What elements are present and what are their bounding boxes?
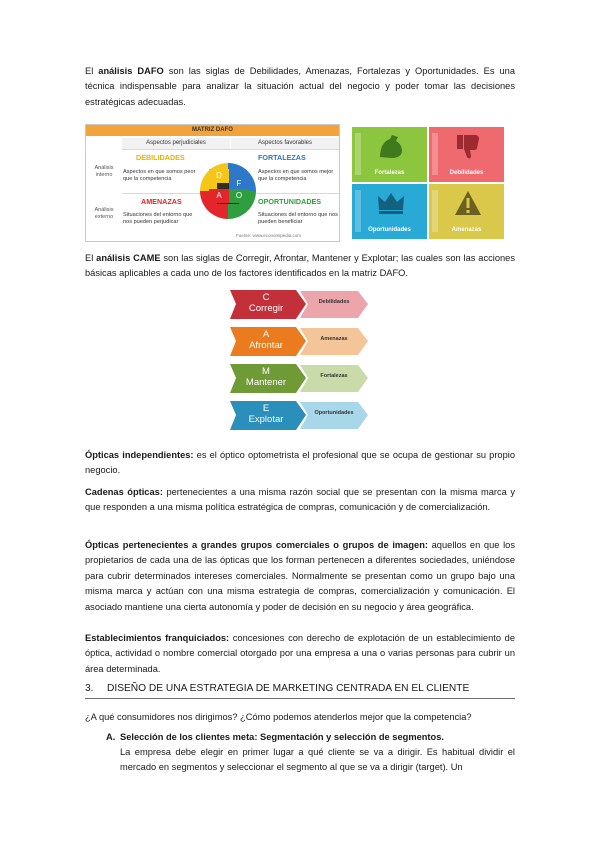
tile-label: Fortalezas [374, 170, 405, 176]
intro-dafo-paragraph [85, 64, 515, 110]
matrix-source: Fuente: www.economipedia.com [236, 233, 302, 238]
definition-text: es el óptico optometrista el profesional que se ocupa de gestionar su propio negocio. [85, 450, 515, 476]
came-target: Oportunidades [314, 410, 354, 416]
came-letter: C [262, 292, 270, 303]
definition-paragraph [85, 538, 515, 615]
definition-paragraph [85, 485, 515, 516]
definition-text: concesiones con derecho de explotación de un establecimiento de óptica, actividad o nombre comercial otorgado por una empresa a una o varias personas para cubrir un área determinada. [85, 633, 515, 674]
col-header-left: Aspectos perjudiciales [122, 138, 230, 149]
muscle-arm-icon [376, 133, 406, 161]
tile-side-bar [432, 133, 438, 175]
tile-amenazas [429, 184, 504, 239]
definition-term: Establecimientos franquiciados: [85, 633, 230, 643]
text-run: El [85, 253, 97, 263]
definition-term: Ópticas independientes: [85, 450, 194, 460]
list-item-title: Selección de los clientes meta: Segmentación y selección de segmentos. [120, 732, 444, 742]
row-label-internal: Análisis interno [94, 165, 114, 178]
came-letter: A [262, 329, 270, 340]
crown-icon [376, 190, 406, 216]
matrix-title: MATRIZ DAFO [86, 125, 339, 136]
tile-side-bar [355, 133, 361, 175]
tile-side-bar [432, 190, 438, 232]
definition-term: Ópticas pertenecientes a grandes grupos comerciales o grupos de imagen: [85, 540, 428, 550]
row-label-external: Análisis externo [94, 207, 114, 220]
came-term: análisis CAME [96, 253, 161, 263]
fortalezas-desc: Aspectos en que somos mejor que la competencia [258, 169, 334, 182]
came-row-explotar [230, 401, 370, 430]
definition-text: pertenecientes a una misma razón social que se presentan con la misma marca y que responden a una misma política estratégica de compras, comunicación y de comercialización. [85, 487, 515, 513]
col-header-right: Aspectos favorables [231, 138, 339, 149]
warning-icon [453, 189, 483, 217]
came-target: Debilidades [318, 299, 350, 305]
section-title: DISEÑO DE UNA ESTRATEGIA DE MARKETING CENTRADA EN EL CLIENTE [107, 683, 470, 694]
letter-d: D [209, 169, 229, 183]
amenazas-desc: Situaciones del entorno que nos pueden perjudicar [123, 212, 193, 225]
came-word: Afrontar [249, 340, 283, 351]
definition-text: aquellos en que los propietarios de cada una de las ópticas que los forman pertenecen a diferentes sociedades, uniéndose para cubrir determinados intereses comerciales. Normalmente se presentan como un grupo bajo una misma marca y actúan con una misma estrategia de compras, comercialización y comunicación. El asociado mantiene una cierta autonomía y poder de decisión en su negocio y área geográfica. [85, 540, 515, 612]
dafo-term: análisis DAFO [98, 66, 164, 76]
fortalezas-label: FORTALEZAS [258, 153, 306, 162]
letter-o: O [229, 189, 249, 203]
definition-paragraph [85, 631, 515, 677]
came-target: Fortalezas [320, 373, 348, 379]
oportunidades-desc: Situaciones del entorno que nos pueden beneficiar [258, 212, 338, 225]
tile-side-bar [355, 190, 361, 232]
section-question: ¿A qué consumidores nos dirigimos? ¿Cómo podemos atenderlos mejor que la competencia? [85, 712, 472, 722]
tile-fortalezas [352, 127, 427, 182]
tile-debilidades [429, 127, 504, 182]
came-target: Amenazas [320, 336, 348, 342]
list-marker: A. [106, 732, 116, 742]
tile-label: Oportunidades [368, 227, 411, 233]
letter-a: A [209, 189, 229, 203]
came-row-afrontar [230, 327, 370, 356]
definition-term: Cadenas ópticas: [85, 487, 163, 497]
came-row-mantener [230, 364, 370, 393]
came-word: Mantener [245, 377, 287, 388]
amenazas-label: AMENAZAS [141, 197, 182, 206]
tile-label: Debilidades [449, 170, 484, 176]
debilidades-desc: Aspectos en que somos peor que la competencia [123, 169, 196, 182]
came-row-corregir [230, 290, 370, 319]
text-run: El [85, 66, 99, 76]
tile-label: Amenazas [451, 227, 482, 233]
thumbs-down-icon [455, 133, 481, 161]
section-number: 3. [85, 683, 94, 694]
list-item-text: La empresa debe elegir en primer lugar a qué cliente se va a dirigir. Es habitual dividir el mercado en segmentos y seleccionar el segmento al que se va a dirigir (target). Un [120, 747, 515, 773]
text-run: son las siglas de Debilidades, Amenazas, Fortalezas y Oportunidades. Es una técnica indispensable para analizar la situación actual del negocio y poder tomar las decisiones estratégicas adecuadas. [85, 66, 515, 107]
debilidades-label: DEBILIDADES [136, 153, 185, 162]
came-letter: M [262, 366, 270, 377]
came-word: Explotar [248, 414, 284, 425]
intro-came-paragraph [85, 251, 515, 282]
came-letter: E [262, 403, 270, 414]
section-heading [85, 682, 515, 699]
tile-oportunidades [352, 184, 427, 239]
definition-paragraph [85, 448, 515, 479]
came-diagram [230, 290, 370, 432]
divider [122, 149, 339, 150]
came-word: Corregir [248, 303, 284, 314]
dafo-matrix-figure [85, 124, 340, 242]
text-run: son las siglas de Corregir, Afrontar, Mantener y Explotar; las cuales son las acciones básicas aplicables a cada uno de los factores identificados en la matriz DAFO. [85, 253, 516, 279]
oportunidades-label: OPORTUNIDADES [258, 197, 322, 206]
dafo-tiles-figure [352, 127, 504, 238]
letter-f: F [229, 177, 249, 190]
